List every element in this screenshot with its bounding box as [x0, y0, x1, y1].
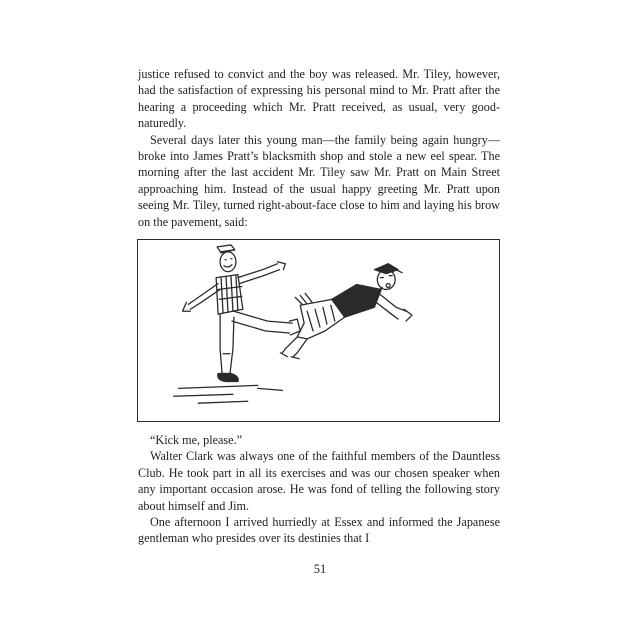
text-block-top	[138, 66, 500, 230]
paragraph-1: justice refused to convict and the boy was released. Mr. Tiley, however, had the satisfaction of expressing his personal mind to Mr. Pratt after the hearing a proceeding which Mr. Pratt received, as usual, very good-naturedly.	[138, 67, 500, 131]
kicked-man-figure	[280, 264, 412, 359]
paragraph-3: “Kick me, please.”	[150, 433, 243, 447]
paragraph-5: One afternoon I arrived hurriedly at Essex and informed the Japanese gentleman who presides over its destinies that I	[138, 515, 500, 546]
ground-lines	[174, 385, 283, 403]
cartoon-kick-illustration	[138, 240, 499, 421]
paragraph-4: Walter Clark was always one of the faithful members of the Dauntless Club. He took part in all its exercises and was our chosen speaker when any important occasion arose. He was fond of telling the following story about himself and Jim.	[138, 449, 500, 513]
text-block-bottom	[138, 432, 500, 547]
kicking-man-figure	[183, 245, 301, 381]
illustration-frame	[137, 239, 500, 422]
paragraph-2: Several days later this young man—the family being again hungry—broke into James Pratt’s blacksmith shop and stole a new eel spear. The morning after the last accident Mr. Tiley saw Mr. Pratt on Main Street approaching him. Instead of the usual happy greeting Mr. Pratt upon seeing Mr. Tiley, turned right-about-face close to him and laying his brow on the pavement, said:	[138, 132, 500, 229]
page-number: 51	[313, 562, 327, 576]
